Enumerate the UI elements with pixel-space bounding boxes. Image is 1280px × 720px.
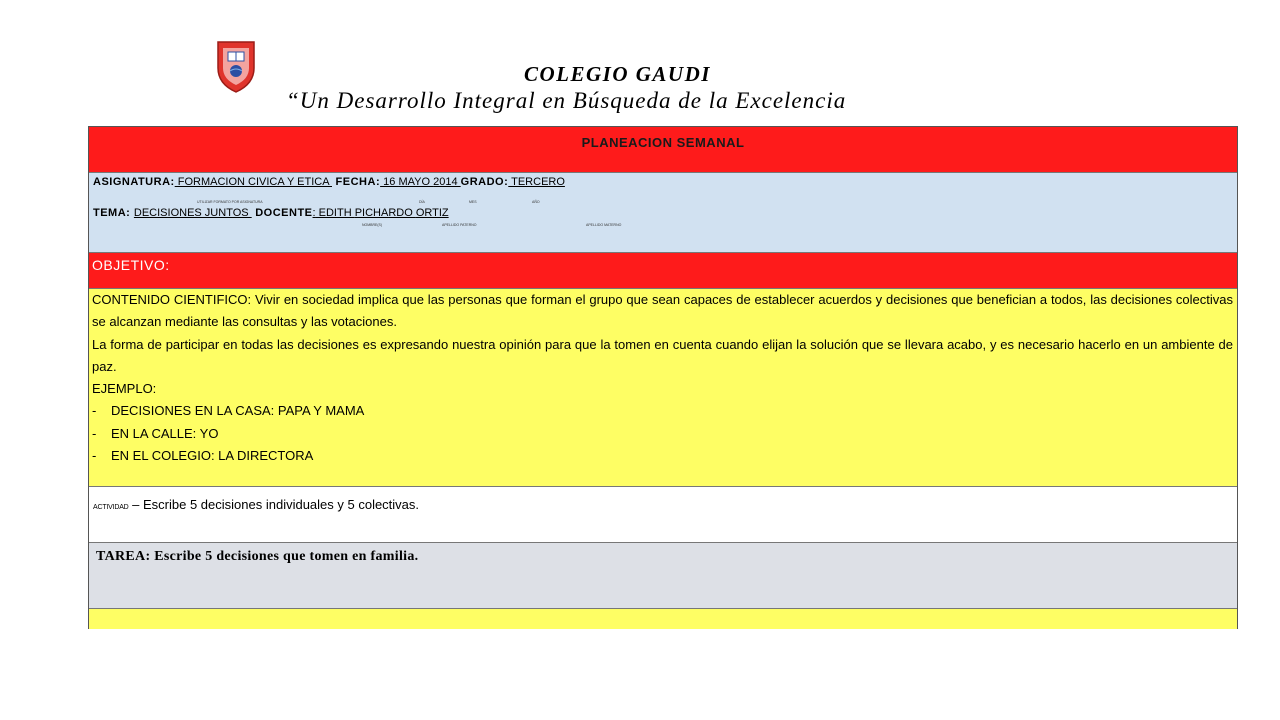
- grado-value: TERCERO: [508, 176, 565, 188]
- actividad: [93, 497, 419, 512]
- tarea-text: TAREA: Escribe 5 decisiones que tomen en familia.: [96, 549, 419, 564]
- dia-hint: DÍA: [419, 200, 425, 204]
- subject-line: ASIGNATURA: FORMACION CIVICA Y ETICA FECHA: 16 MAYO 2014 GRADO: TERCERO: [93, 176, 565, 188]
- asignatura-label: ASIGNATURA: [93, 176, 171, 188]
- asignatura-hint: UTILIZAR FORMATO POR ASIGNATURA: [197, 200, 263, 204]
- content-paragraph-1: CONTENIDO CIENTIFICO: Vivir en sociedad implica que las personas que forman el grupo que sean capaces de establecer acuerdos y decisiones que benefician a todos, las decisiones colectivas se alcanzan mediante las consultas y las votaciones.: [92, 292, 1233, 330]
- topic-line: TEMA: DECISIONES JUNTOS DOCENTE: EDITH PICHARDO ORTIZ: [93, 207, 449, 219]
- grado-label: GRADO: [460, 176, 505, 188]
- mes-hint: MES: [469, 200, 477, 204]
- ejemplo-label: EJEMPLO:: [92, 381, 157, 397]
- empty-footer-row: [89, 609, 1237, 629]
- fecha-month: MAYO: [398, 176, 434, 188]
- weekly-plan-table: [88, 126, 1238, 629]
- list-item: - EN LA CALLE: YO: [92, 423, 1233, 445]
- ano-hint: AÑO: [532, 200, 540, 204]
- docente-nombre: EDITH: [315, 207, 355, 219]
- list-item: - EN EL COLEGIO: LA DIRECTORA: [92, 445, 1233, 467]
- actividad-row: [89, 487, 1237, 543]
- tema-value: DECISIONES JUNTOS: [133, 207, 252, 219]
- docente-label: DOCENTE: [255, 207, 313, 219]
- content-text: [92, 289, 1233, 467]
- objetivo-row: [89, 253, 1237, 289]
- content-paragraph-2: La forma de participar en todas las decisiones es expresando nuestra opinión para que la tomen en cuenta cuando elijan la solución que se llevara acabo, y es necesario hacerlo en un ambiente de paz.: [92, 336, 1233, 374]
- asignatura-value: FORMACION CIVICA Y ETICA: [174, 176, 332, 188]
- plan-title: PLANEACION SEMANAL: [581, 135, 745, 150]
- title-row: [89, 127, 1237, 173]
- tema-label: TEMA: [93, 207, 127, 219]
- list-item: - DECISIONES EN LA CASA: PAPA Y MAMA: [92, 400, 1233, 422]
- content-row: [89, 289, 1237, 487]
- fecha-year: 2014: [433, 176, 461, 188]
- paterno-hint: APELLIDO PATERNO: [442, 223, 477, 227]
- fecha-day: 16: [380, 176, 399, 188]
- actividad-text: – Escribe 5 decisiones individuales y 5 colectivas.: [128, 497, 420, 512]
- school-motto: “Un Desarrollo Integral en Búsqueda de la Excelencia: [286, 88, 847, 113]
- materno-hint: APELLIDO MATERNO: [586, 223, 622, 227]
- fecha-label: FECHA: [335, 176, 376, 188]
- school-name: COLEGIO GAUDI: [524, 62, 711, 86]
- info-row: [89, 173, 1237, 253]
- tarea-row: [89, 543, 1237, 609]
- docente-materno: ORTIZ: [415, 207, 449, 219]
- example-list: [92, 400, 1233, 467]
- docente-paterno: PICHARDO: [354, 207, 416, 219]
- school-crest-icon: [214, 38, 258, 94]
- nombre-hint: NOMBRE(S): [362, 223, 383, 227]
- objetivo-label: OBJETIVO:: [92, 257, 170, 273]
- actividad-label: ACTIVIDAD: [93, 504, 129, 511]
